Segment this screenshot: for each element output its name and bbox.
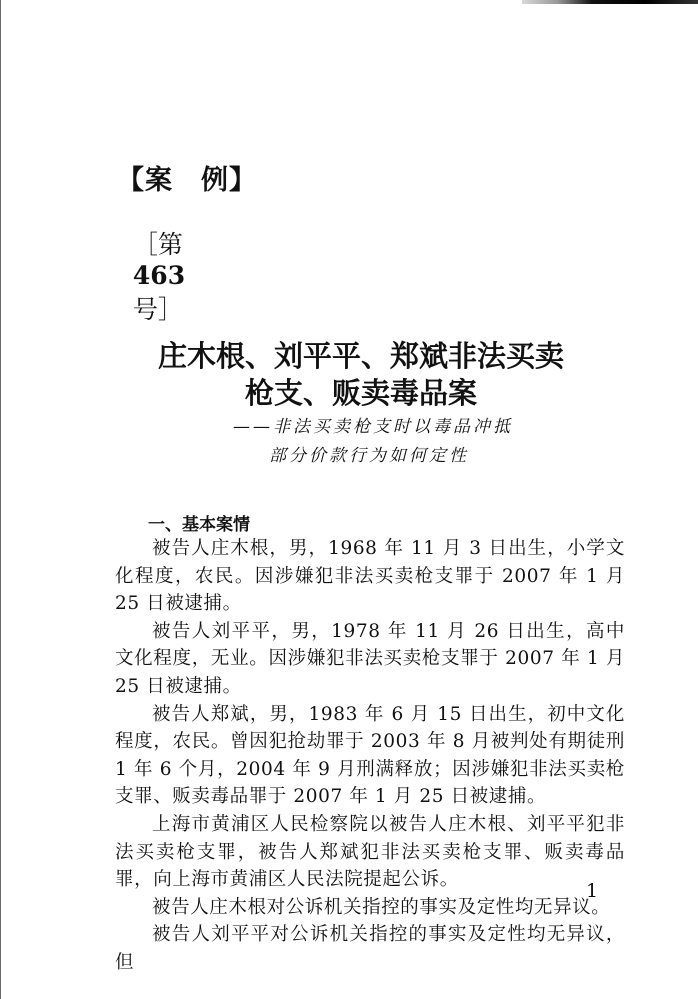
page-top-edge-scan-artifact [522,0,698,4]
section-heading: 一、基本案情 [148,515,250,535]
case-number-close: 号］ [132,295,183,324]
paragraph: 被告人庄木根，男，1968 年 11 月 3 日出生，小学文化程度，农民。因涉嫌犯非法买卖枪支罪于 2007 年 1 月 25 日被逮捕。 [115,538,625,615]
page-left-edge [0,0,1,999]
case-number-value: 463 [132,261,186,290]
case-subtitle-line-2: 部分价款行为如何定性 [269,446,469,466]
paragraph: 上海市黄浦区人民检察院以被告人庄木根、刘平平犯非法买卖枪支罪，被告人郑斌犯非法买卖枪支罪、贩卖毒品罪，向上海市黄浦区人民法院提起公诉。 [115,813,625,891]
paragraph: 被告人刘平平，男，1978 年 11 月 26 日出生，高中文化程度，无业。因涉嫌犯非法买卖枪支罪于 2007 年 1 月 25 日被逮捕。 [115,620,625,697]
body-text [115,535,625,977]
case-subtitle-line-1: ——非法买卖枪支时以毒品冲抵 [233,417,513,437]
page-number: 1 [586,880,599,902]
paragraph: 被告人庄木根对公诉机关指控的事实及定性均无异议。 [152,896,611,918]
case-title-line-2: 枪支、贩卖毒品案 [244,376,477,410]
case-number [117,196,185,326]
case-number-open: ［第 [132,230,183,259]
case-label: 【案 例】 [117,165,257,196]
case-title-line-1: 庄木根、刘平平、郑斌非法买卖 [157,339,564,373]
paragraph: 被告人郑斌，男，1983 年 6 月 15 日出生，初中文化程度，农民。曾因犯抢劫罪于 2003 年 8 月被判处有期徒刑 1 年 6 个月，2004 年 9 月刑满释放；因涉嫌犯非法买卖枪支罪、贩卖毒品罪于 2007 年 1 月 25 日被逮捕。 [115,703,625,808]
paragraph: 被告人刘平平对公诉机关指控的事实及定性均无异议，但 [115,924,625,973]
